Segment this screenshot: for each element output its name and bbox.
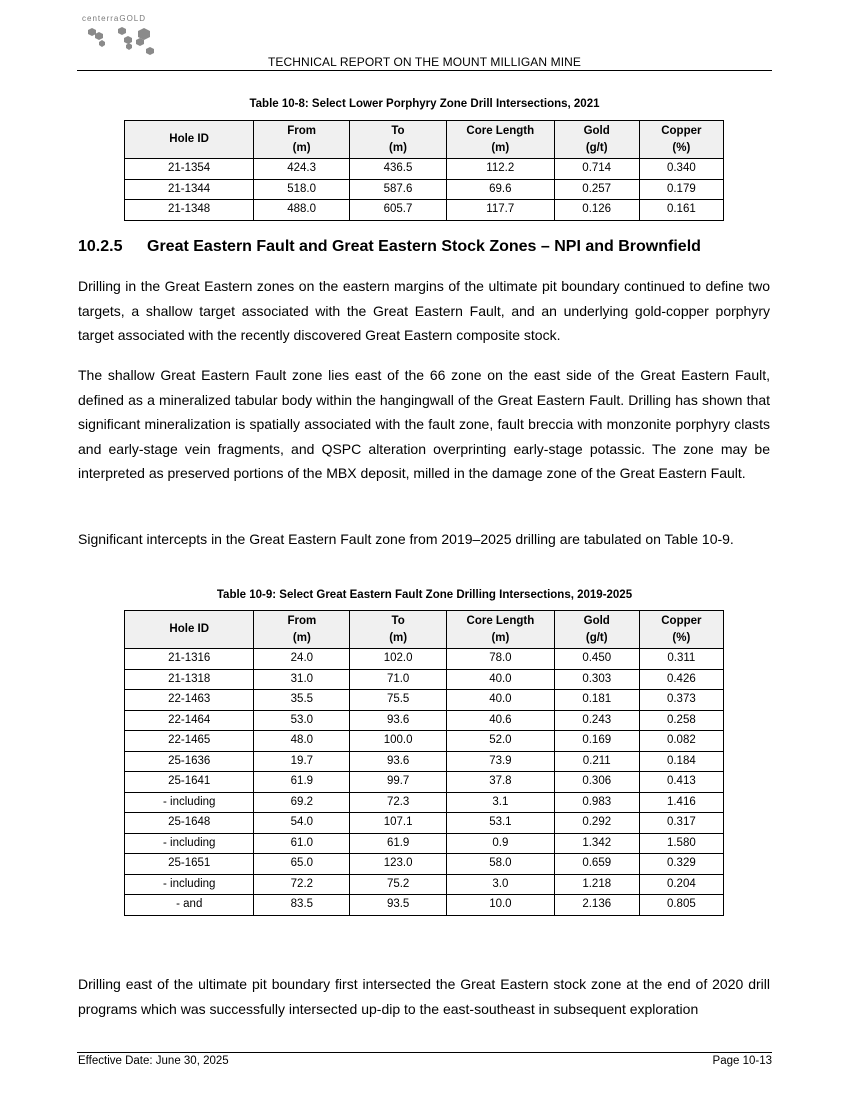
- table-row: [125, 772, 724, 793]
- table-row: [125, 690, 724, 711]
- table-header-row: [125, 121, 724, 159]
- table-cell: 488.0: [254, 200, 350, 221]
- logo-wordmark: centerraGOLD: [82, 14, 147, 23]
- table-cell: 40.6: [447, 710, 555, 731]
- table-cell: 93.5: [350, 895, 447, 916]
- table-cell: 0.082: [639, 731, 723, 752]
- table-cell: 65.0: [254, 854, 350, 875]
- table-cell: 61.9: [254, 772, 350, 793]
- table-cell: 31.0: [254, 669, 350, 690]
- table-row: [125, 874, 724, 895]
- column-header: Gold (g/t): [554, 121, 639, 159]
- table-cell: 99.7: [350, 772, 447, 793]
- table-10-9: [124, 610, 724, 916]
- table-cell: 21-1348: [125, 200, 254, 221]
- table-cell: 71.0: [350, 669, 447, 690]
- table-cell: 25-1651: [125, 854, 254, 875]
- table-cell: 73.9: [447, 751, 555, 772]
- table-cell: 40.0: [447, 690, 555, 711]
- paragraph-significant-intercepts: Significant intercepts in the Great Eastern Fault zone from 2019–2025 drilling are tabulated on Table 10-9.: [78, 531, 734, 547]
- table-cell: 19.7: [254, 751, 350, 772]
- table-cell: 0.243: [554, 710, 639, 731]
- table-cell: 69.6: [446, 179, 554, 200]
- table-10-8-caption: Table 10-8: Select Lower Porphyry Zone Drill Intersections, 2021: [249, 98, 600, 110]
- table-row: [125, 833, 724, 854]
- table-cell: 0.340: [639, 159, 723, 180]
- column-header: Copper (%): [639, 611, 723, 649]
- table-cell: 424.3: [254, 159, 350, 180]
- paragraph-great-eastern-stock: Drilling east of the ultimate pit boundary first intersected the Great Eastern stock zone at the end of 2020 drill programs which was successfully intersected up-dip to the east-southeast in subsequent exploration: [78, 976, 770, 1017]
- table-cell: 75.5: [350, 690, 447, 711]
- table-cell: 75.2: [350, 874, 447, 895]
- footer-divider: [77, 1052, 772, 1053]
- table-cell: 518.0: [254, 179, 350, 200]
- column-header: Gold (g/t): [554, 611, 639, 649]
- table-row: [125, 792, 724, 813]
- table-row: [125, 710, 724, 731]
- paragraph-great-eastern-fault-zone: The shallow Great Eastern Fault zone lies east of the 66 zone on the east side of the Great Eastern Fault, defined as a mineralized tabular body within the hangingwall of the Great Eastern Fault. Drilling has shown that significant mineralization is spatially associated with the fault zone, fault breccia with monzonite porphyry clasts and early-stage vein fragments, and QSPC alteration overprinting early-stage potassic. The zone may be interpreted as preserved portions of the MBX deposit, milled in the damage zone of the Great Eastern Fault.: [78, 367, 770, 481]
- table-cell: 0.184: [639, 751, 723, 772]
- table-cell: 0.181: [554, 690, 639, 711]
- table-cell: 53.0: [254, 710, 350, 731]
- table-cell: 0.329: [639, 854, 723, 875]
- table-cell: 21-1316: [125, 649, 254, 670]
- table-cell: 0.659: [554, 854, 639, 875]
- table-cell: 0.413: [639, 772, 723, 793]
- table-cell: - including: [125, 792, 254, 813]
- table-cell: 0.306: [554, 772, 639, 793]
- table-header-row: [125, 611, 724, 649]
- table-cell: - including: [125, 833, 254, 854]
- table-cell: 53.1: [447, 813, 555, 834]
- column-header: Hole ID: [125, 121, 254, 159]
- table-row: [125, 669, 724, 690]
- column-header: Copper (%): [639, 121, 723, 159]
- table-row: [125, 159, 724, 180]
- table-cell: 123.0: [350, 854, 447, 875]
- table-cell: 1.342: [554, 833, 639, 854]
- report-header-title: TECHNICAL REPORT ON THE MOUNT MILLIGAN MINE: [267, 55, 581, 69]
- table-cell: 100.0: [350, 731, 447, 752]
- table-cell: 112.2: [446, 159, 554, 180]
- table-cell: 0.983: [554, 792, 639, 813]
- table-cell: 93.6: [350, 751, 447, 772]
- table-cell: 0.311: [639, 649, 723, 670]
- table-cell: - and: [125, 895, 254, 916]
- table-cell: 72.2: [254, 874, 350, 895]
- table-cell: 35.5: [254, 690, 350, 711]
- table-row: [125, 179, 724, 200]
- table-cell: 102.0: [350, 649, 447, 670]
- section-heading: [78, 238, 701, 256]
- table-cell: 0.714: [554, 159, 639, 180]
- table-cell: 37.8: [447, 772, 555, 793]
- table-10-8: [124, 120, 724, 221]
- table-cell: 0.126: [554, 200, 639, 221]
- table-cell: 0.450: [554, 649, 639, 670]
- table-cell: 0.317: [639, 813, 723, 834]
- table-cell: 21-1318: [125, 669, 254, 690]
- table-cell: 436.5: [350, 159, 447, 180]
- table-cell: 0.426: [639, 669, 723, 690]
- column-header: To (m): [350, 611, 447, 649]
- table-cell: 0.373: [639, 690, 723, 711]
- column-header: Core Length (m): [447, 611, 555, 649]
- table-cell: 48.0: [254, 731, 350, 752]
- table-cell: 83.5: [254, 895, 350, 916]
- table-cell: 72.3: [350, 792, 447, 813]
- table-cell: 21-1344: [125, 179, 254, 200]
- table-cell: 61.9: [350, 833, 447, 854]
- table-row: [125, 751, 724, 772]
- table-cell: 22-1463: [125, 690, 254, 711]
- column-header: Hole ID: [125, 611, 254, 649]
- table-row: [125, 731, 724, 752]
- table-cell: 1.416: [639, 792, 723, 813]
- table-cell: 107.1: [350, 813, 447, 834]
- table-cell: 2.136: [554, 895, 639, 916]
- table-cell: 605.7: [350, 200, 447, 221]
- table-cell: 0.805: [639, 895, 723, 916]
- column-header: To (m): [350, 121, 447, 159]
- table-cell: 0.257: [554, 179, 639, 200]
- table-cell: 25-1648: [125, 813, 254, 834]
- table-cell: 22-1464: [125, 710, 254, 731]
- section-number: 10.2.5: [78, 238, 123, 255]
- table-cell: 25-1641: [125, 772, 254, 793]
- table-cell: 0.179: [639, 179, 723, 200]
- table-cell: 0.161: [639, 200, 723, 221]
- table-cell: 1.580: [639, 833, 723, 854]
- table-row: [125, 200, 724, 221]
- table-cell: 22-1465: [125, 731, 254, 752]
- table-cell: 52.0: [447, 731, 555, 752]
- table-row: [125, 895, 724, 916]
- table-cell: 54.0: [254, 813, 350, 834]
- table-cell: 69.2: [254, 792, 350, 813]
- table-cell: 0.9: [447, 833, 555, 854]
- table-row: [125, 813, 724, 834]
- table-cell: 24.0: [254, 649, 350, 670]
- table-cell: 0.169: [554, 731, 639, 752]
- page-number: Page 10-13: [712, 1055, 772, 1067]
- table-row: [125, 649, 724, 670]
- effective-date: Effective Date: June 30, 2025: [78, 1055, 229, 1067]
- table-cell: 587.6: [350, 179, 447, 200]
- table-row: [125, 854, 724, 875]
- table-cell: 61.0: [254, 833, 350, 854]
- table-cell: 40.0: [447, 669, 555, 690]
- table-cell: 3.0: [447, 874, 555, 895]
- table-cell: 10.0: [447, 895, 555, 916]
- table-cell: 0.303: [554, 669, 639, 690]
- table-cell: 78.0: [447, 649, 555, 670]
- paragraph-great-eastern-targets: Drilling in the Great Eastern zones on the eastern margins of the ultimate pit boundary continued to define two targets, a shallow target associated with the Great Eastern Fault, and an underlying gold-copper porphyry target associated with the recently discovered Great Eastern composite stock.: [78, 278, 770, 343]
- table-cell: 117.7: [446, 200, 554, 221]
- table-cell: 3.1: [447, 792, 555, 813]
- table-cell: 0.204: [639, 874, 723, 895]
- table-cell: 21-1354: [125, 159, 254, 180]
- table-cell: 93.6: [350, 710, 447, 731]
- section-title: Great Eastern Fault and Great Eastern Stock Zones – NPI and Brownfield: [147, 238, 701, 255]
- table-cell: 58.0: [447, 854, 555, 875]
- table-10-9-caption: Table 10-9: Select Great Eastern Fault Zone Drilling Intersections, 2019-2025: [216, 589, 633, 601]
- header-divider: [77, 70, 772, 71]
- column-header: From (m): [254, 121, 350, 159]
- column-header: From (m): [254, 611, 350, 649]
- table-cell: 1.218: [554, 874, 639, 895]
- table-cell: 25-1636: [125, 751, 254, 772]
- table-cell: 0.292: [554, 813, 639, 834]
- table-cell: - including: [125, 874, 254, 895]
- table-cell: 0.258: [639, 710, 723, 731]
- table-cell: 0.211: [554, 751, 639, 772]
- column-header: Core Length (m): [446, 121, 554, 159]
